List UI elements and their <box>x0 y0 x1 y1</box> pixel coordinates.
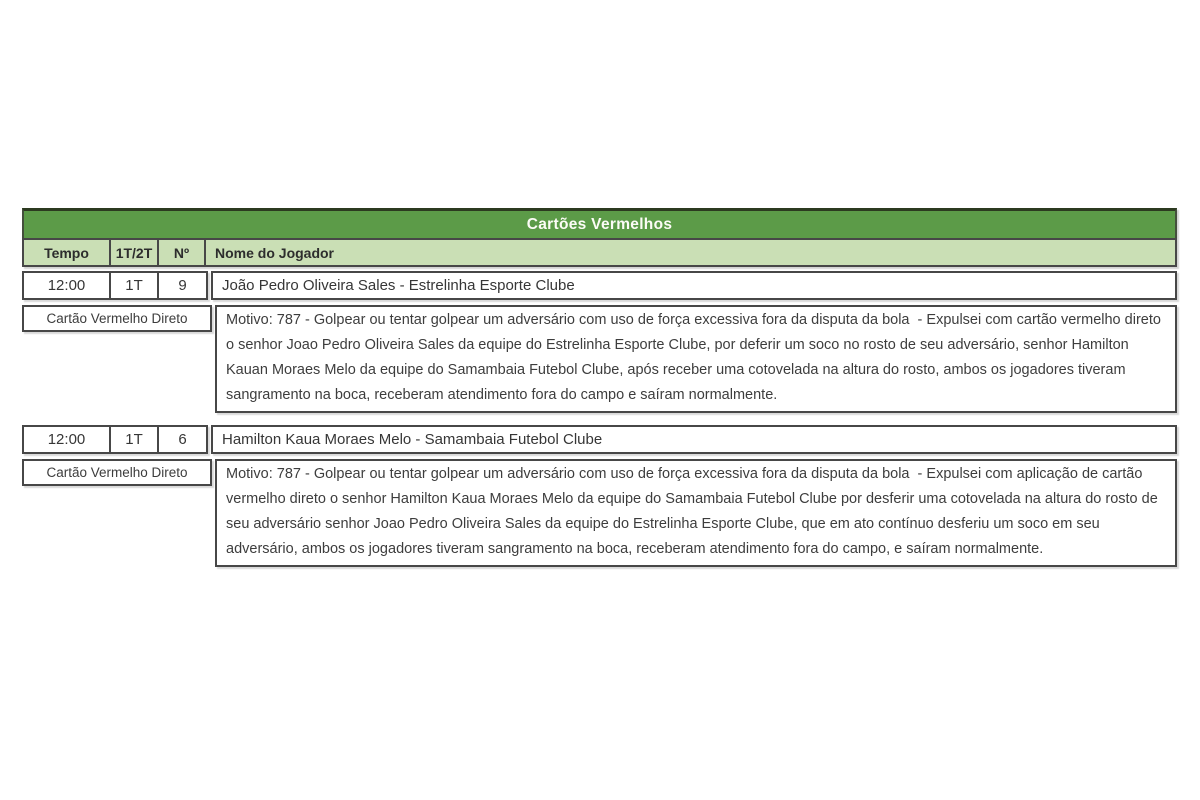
time-half-number-group <box>22 425 208 454</box>
cell-number: 9 <box>178 277 187 294</box>
column-header-player-name: Nome do Jogador <box>215 244 335 261</box>
column-header-number: Nº <box>159 240 206 265</box>
cell-player-name: João Pedro Oliveira Sales - Estrelinha Esporte Clube <box>211 271 1177 300</box>
cell-player-name: Hamilton Kaua Moraes Melo - Samambaia Futebol Clube <box>211 425 1177 454</box>
card-type-label: Cartão Vermelho Direto <box>22 459 212 486</box>
cell-time: 12:00 <box>24 427 111 452</box>
table-row <box>22 271 1177 300</box>
section-title: Cartões Vermelhos <box>22 208 1177 238</box>
card-reason-text: Motivo: 787 - Golpear ou tentar golpear um adversário com uso de força excessiva fora da disputa da bola - Expulsei com aplicação de cartão vermelho direto o senhor Hamilton Kaua Moraes Melo da equipe do Samambaia Futebol Clube por desferir uma cotovelada na altura do rosto de seu adversário senhor Joao Pedro Oliveira Sales da equipe do Estrelinha Esporte Clube, que em ato contínuo desferiu um soco em seu adversário, ambos os jogadores tiveram sangramento na boca, receberam atendimento fora do campo, e saíram normalmente. <box>215 459 1177 567</box>
cell-half: 1T <box>111 427 159 452</box>
card-reason-text: Motivo: 787 - Golpear ou tentar golpear um adversário com uso de força excessiva fora da disputa da bola - Expulsei com cartão vermelho direto o senhor Joao Pedro Oliveira Sales da equipe do Estrelinha Esporte Clube, por deferir um soco no rosto de seu adversário, senhor Hamilton Kauan Moraes Melo da equipe do Samambaia Futebol Clube, após receber uma cotovelada na altura do rosto, ambos os jogadores tiveram sangramento na boca, receberam atendimento fora do campo e saíram normalmente. <box>215 305 1177 413</box>
red-card-entry <box>22 425 1177 567</box>
table-header-row <box>22 238 1177 267</box>
time-half-number-group <box>22 271 208 300</box>
card-detail-row <box>22 459 1177 567</box>
card-type-label: Cartão Vermelho Direto <box>22 305 212 332</box>
column-header-half: 1T/2T <box>111 240 159 265</box>
cell-number: 6 <box>178 431 187 448</box>
column-header-tempo: Tempo <box>24 240 111 265</box>
red-card-entry <box>22 271 1177 413</box>
card-detail-row <box>22 305 1177 413</box>
cell-time: 12:00 <box>24 273 111 298</box>
cell-half: 1T <box>111 273 159 298</box>
red-cards-report-table <box>22 208 1177 567</box>
table-row <box>22 425 1177 454</box>
